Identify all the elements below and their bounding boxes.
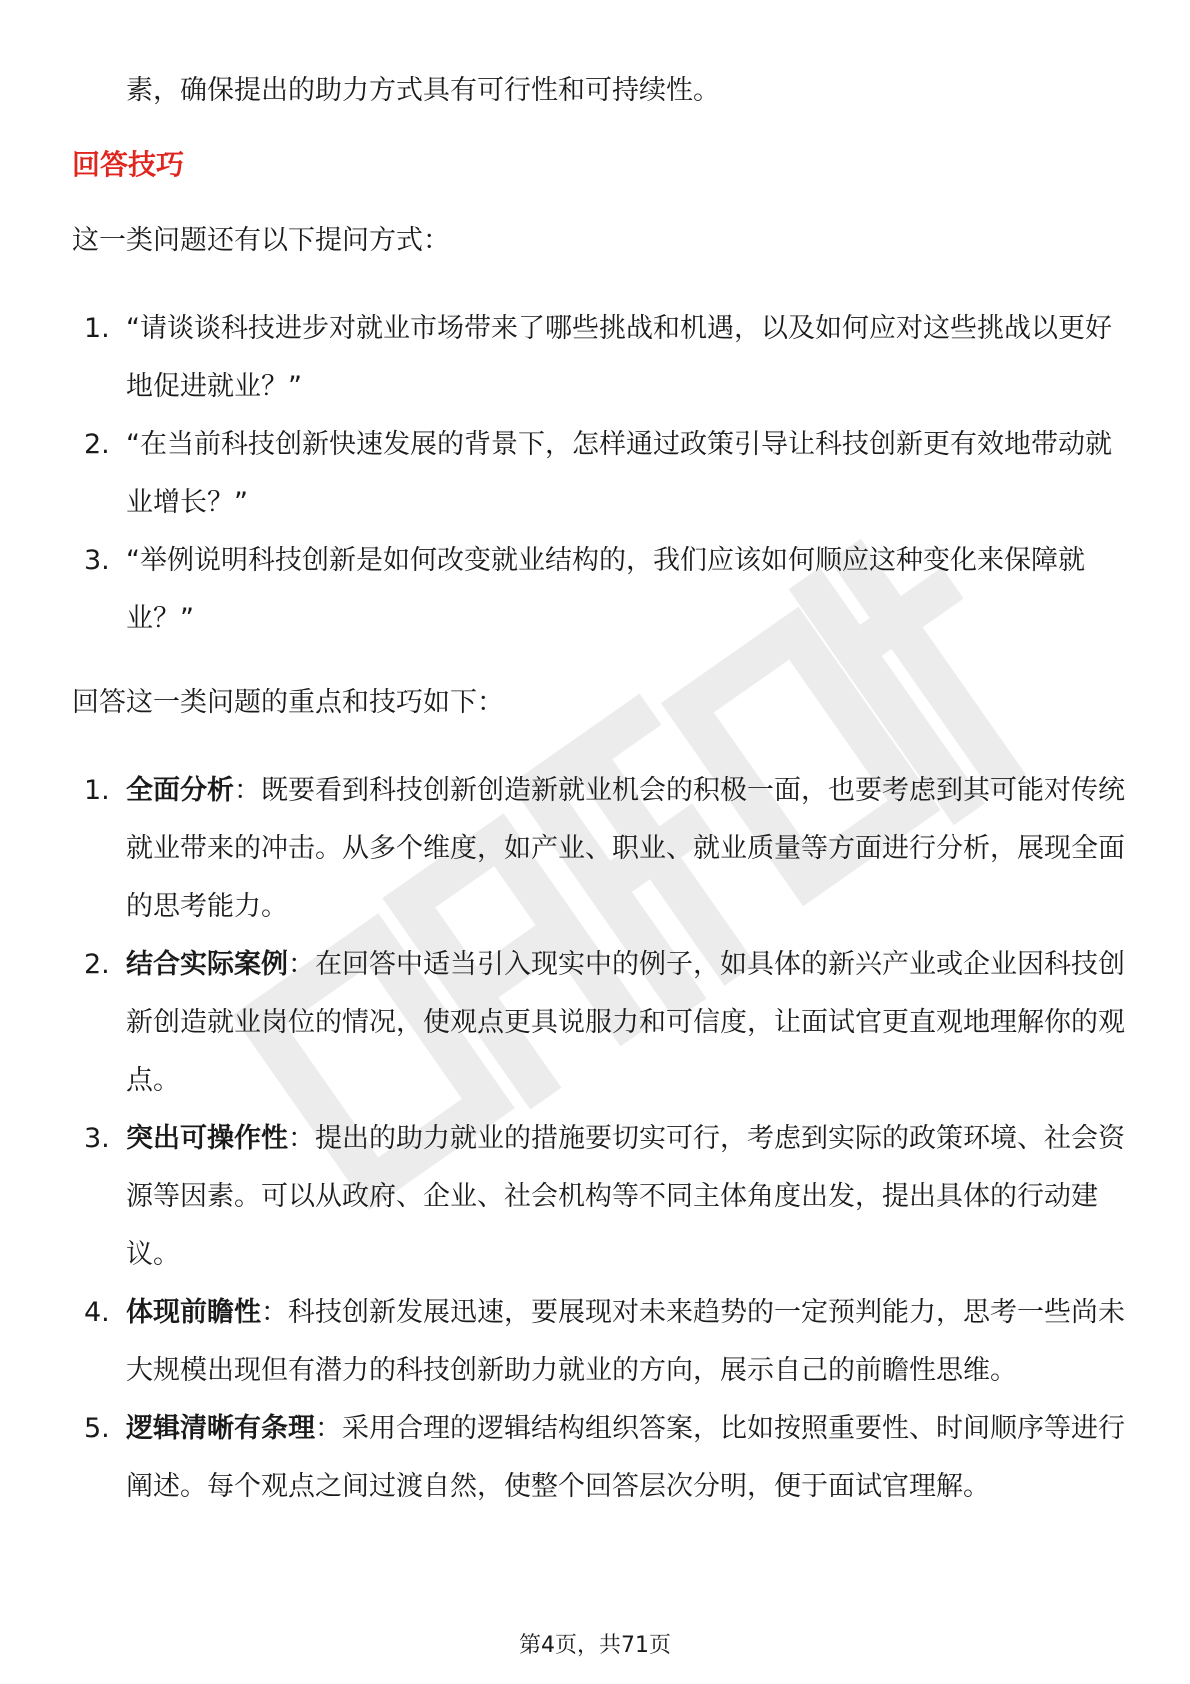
tip-term: 结合实际案例 <box>126 949 288 980</box>
list-item <box>0 762 1190 936</box>
list-number: 3. <box>84 545 110 576</box>
list-number: 5. <box>84 1413 110 1444</box>
list-item-text: “举例说明科技创新是如何改变就业结构的，我们应该如何顺应这种变化来保障就业？” <box>126 545 1085 634</box>
tip-separator: ： <box>315 1413 342 1444</box>
list-item <box>0 1400 1190 1516</box>
tip-separator: ： <box>234 775 261 806</box>
tip-term: 逻辑清晰有条理 <box>126 1413 315 1444</box>
questions-list <box>0 300 1190 648</box>
tip-term: 体现前瞻性 <box>126 1297 261 1328</box>
tip-text: 提出的助力就业的措施要切实可行，考虑到实际的政策环境、社会资源等因素。可以从政府、企业、社会机构等不同主体角度出发，提出具体的行动建议。 <box>126 1123 1125 1270</box>
section-title: 回答技巧 <box>72 148 185 181</box>
tip-separator: ： <box>288 1123 315 1154</box>
list-number: 1. <box>84 775 110 806</box>
tip-term: 突出可操作性 <box>126 1123 288 1154</box>
list-number: 2. <box>84 429 110 460</box>
list-item <box>0 936 1190 1110</box>
list-number: 3. <box>84 1123 110 1154</box>
list-item-text: “在当前科技创新快速发展的背景下，怎样通过政策引导让科技创新更有效地带动就业增长？” <box>126 429 1112 518</box>
tips-intro: 回答这一类问题的重点和技巧如下： <box>72 687 504 718</box>
tip-separator: ： <box>261 1297 288 1328</box>
tip-term: 全面分析 <box>126 775 234 806</box>
questions-intro: 这一类问题还有以下提问方式： <box>72 225 450 256</box>
continued-paragraph: 素，确保提出的助力方式具有可行性和可持续性。 <box>126 75 720 106</box>
page-number-footer: 第4页，共71页 <box>519 1633 671 1658</box>
list-item <box>0 1284 1190 1400</box>
tip-text: 采用合理的逻辑结构组织答案，比如按照重要性、时间顺序等进行阐述。每个观点之间过渡自然，使整个回答层次分明，便于面试官理解。 <box>126 1413 1125 1502</box>
tips-list <box>0 762 1190 1516</box>
list-item <box>0 300 1190 416</box>
list-item <box>0 416 1190 532</box>
list-number: 4. <box>84 1297 110 1328</box>
list-item <box>0 1110 1190 1284</box>
tip-text: 在回答中适当引入现实中的例子，如具体的新兴产业或企业因科技创新创造就业岗位的情况，使观点更具说服力和可信度，让面试官更直观地理解你的观点。 <box>126 949 1125 1096</box>
list-number: 2. <box>84 949 110 980</box>
tip-separator: ： <box>288 949 315 980</box>
tip-text: 科技创新发展迅速，要展现对未来趋势的一定预判能力，思考一些尚未大规模出现但有潜力的科技创新助力就业的方向，展示自己的前瞻性思维。 <box>126 1297 1125 1386</box>
list-item <box>0 532 1190 648</box>
list-number: 1. <box>84 313 110 344</box>
list-item-text: “请谈谈科技进步对就业市场带来了哪些挑战和机遇，以及如何应对这些挑战以更好地促进就业？” <box>126 313 1112 402</box>
tip-text: 既要看到科技创新创造新就业机会的积极一面，也要考虑到其可能对传统就业带来的冲击。从多个维度，如产业、职业、就业质量等方面进行分析，展现全面的思考能力。 <box>126 775 1125 922</box>
